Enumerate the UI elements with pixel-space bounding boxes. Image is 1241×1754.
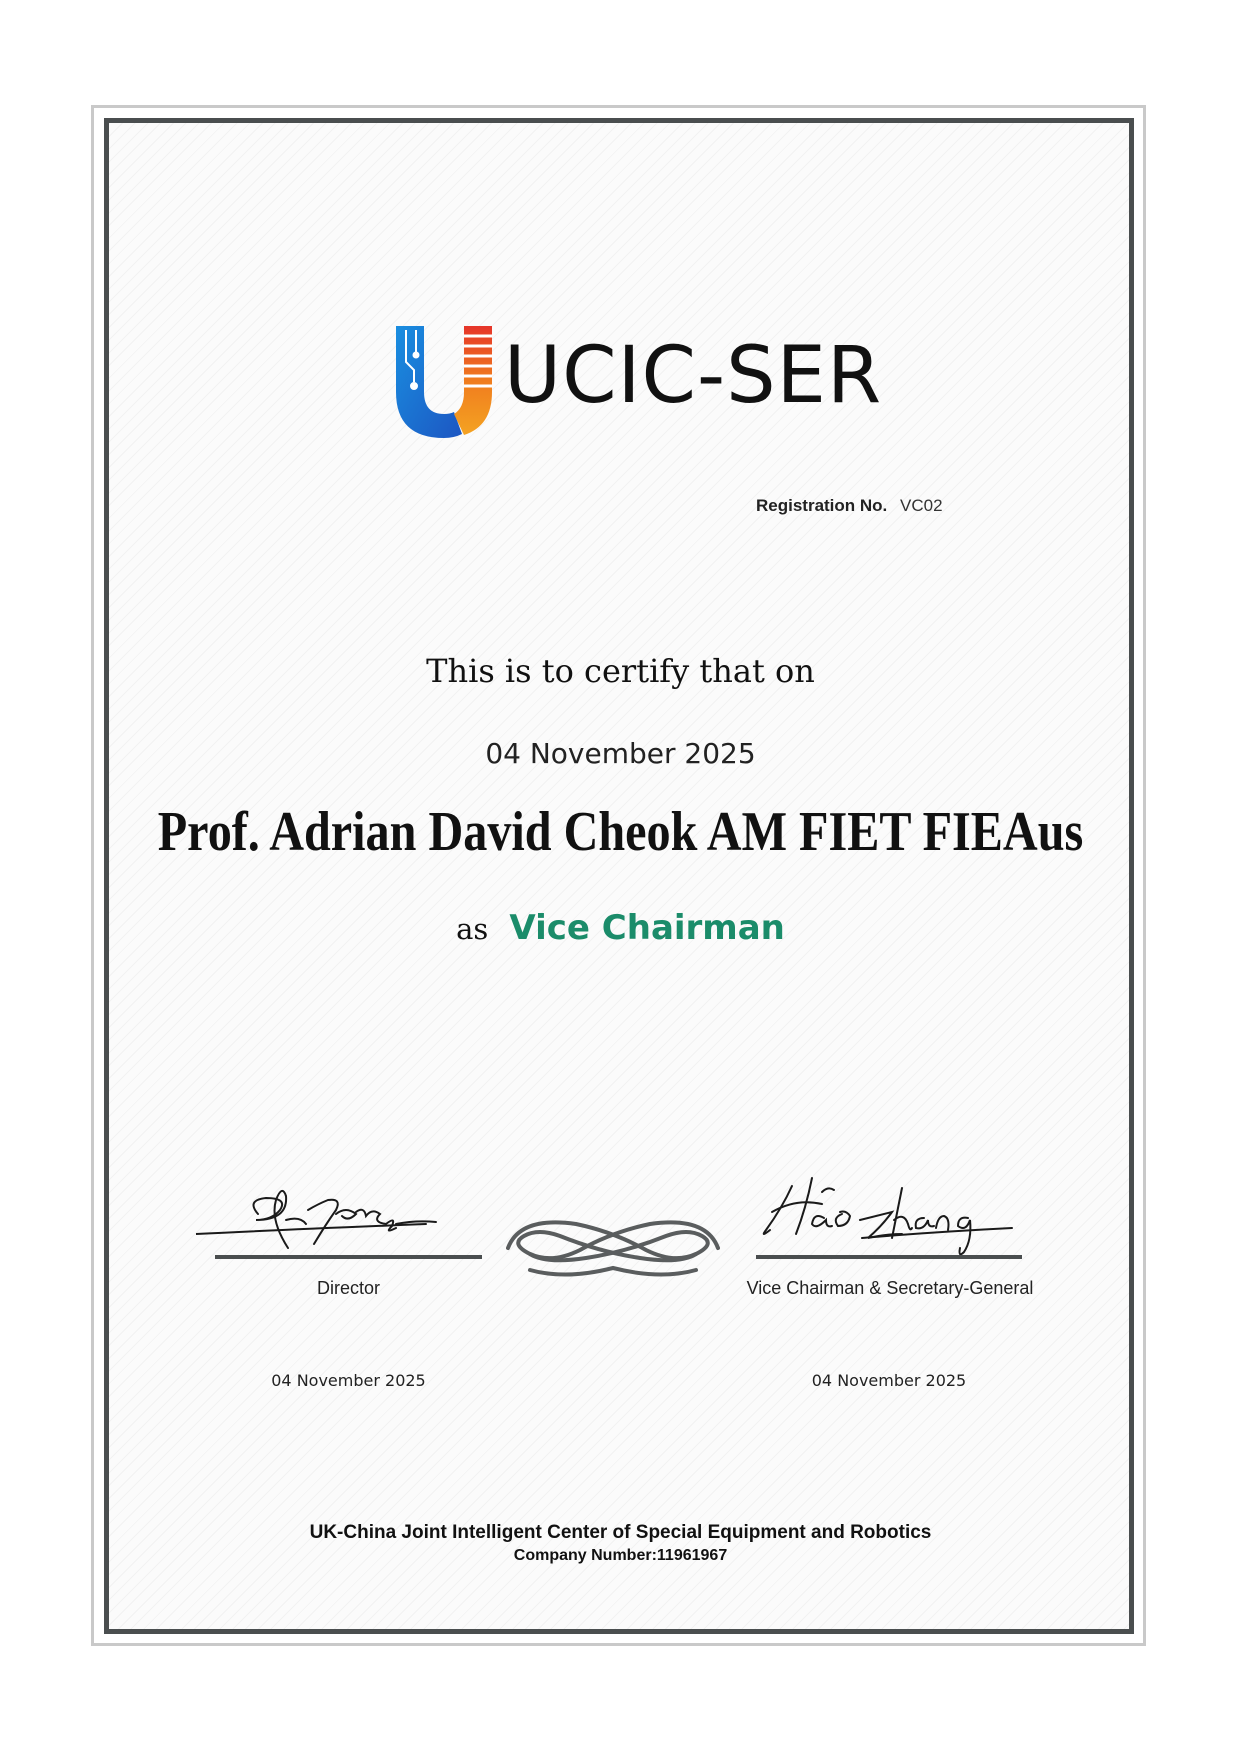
as-text: as bbox=[456, 912, 489, 946]
director-title: Director bbox=[316, 1278, 380, 1298]
ucic-ser-u-logo-icon bbox=[392, 322, 502, 442]
certify-statement: This is to certify that on bbox=[426, 652, 815, 690]
decorative-ornament-icon bbox=[506, 1210, 720, 1280]
director-signature bbox=[196, 1180, 466, 1260]
vice-chairman-sign-date: 04 November 2025 bbox=[811, 1371, 967, 1390]
footer-organization: UK-China Joint Intelligent Center of Special Equipment and Robotics bbox=[309, 1522, 932, 1543]
registration-label: Registration No. bbox=[756, 496, 888, 515]
registration-number bbox=[756, 496, 943, 516]
registration-value: VC02 bbox=[900, 496, 943, 515]
recipient-name: Prof. Adrian David Cheok AM FIET FIEAus bbox=[157, 801, 1084, 863]
vice-chairman-title: Vice Chairman & Secretary-General bbox=[746, 1278, 1034, 1298]
footer-company-number: Company Number:11961967 bbox=[513, 1547, 728, 1564]
vice-chairman-signature-line bbox=[756, 1255, 1022, 1259]
vice-chairman-signature bbox=[752, 1168, 1022, 1258]
certificate-date: 04 November 2025 bbox=[485, 737, 756, 770]
role-title: Vice Chairman bbox=[509, 908, 785, 948]
role-line bbox=[0, 908, 1241, 948]
director-sign-date: 04 November 2025 bbox=[271, 1371, 426, 1390]
director-signature-line bbox=[215, 1255, 482, 1259]
logo-wordmark: UCIC-SER bbox=[504, 331, 883, 421]
organization-logo bbox=[392, 322, 883, 442]
